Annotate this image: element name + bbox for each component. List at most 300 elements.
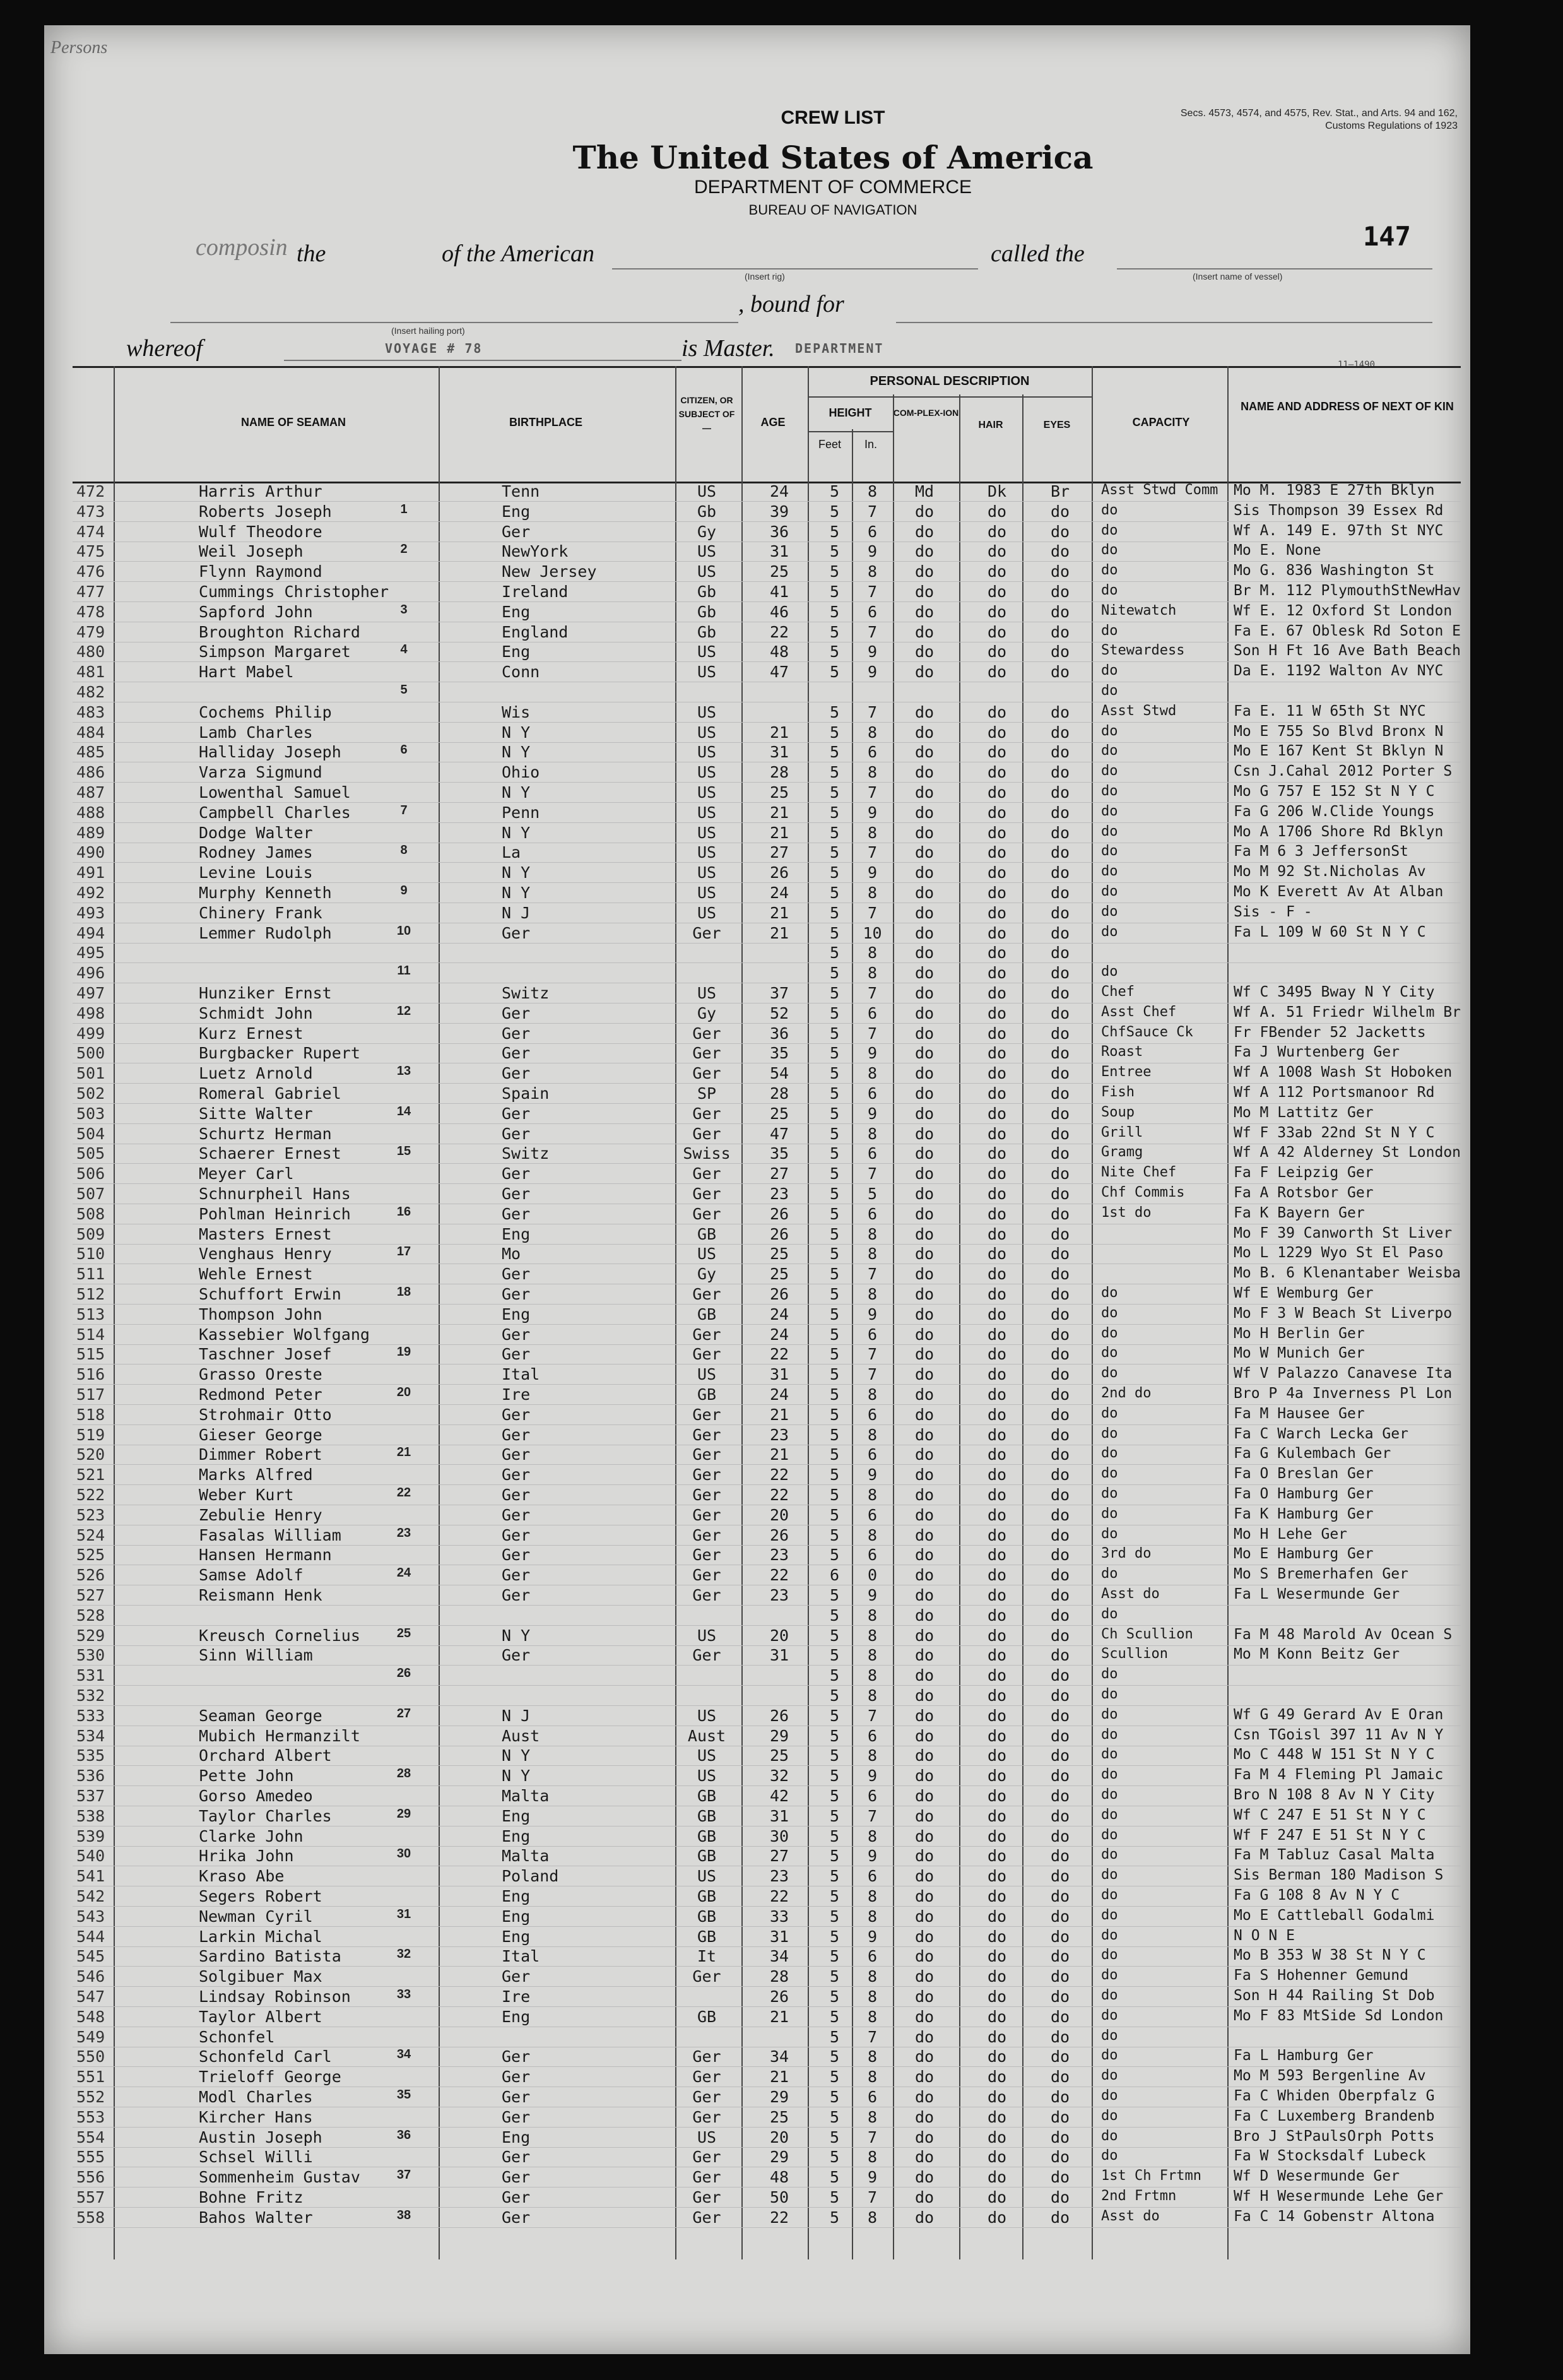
row-number: 472 [76,482,105,500]
table-row [73,742,1461,762]
line-number: 9 [400,884,408,897]
citizenship: Ger [692,1546,721,1565]
line-number: 4 [400,642,408,657]
complexion: do [914,964,935,983]
birthplace: N Y [502,1746,531,1765]
line1-the: the [297,240,326,267]
height-feet: 5 [829,2007,840,2026]
capacity: do [1101,863,1118,880]
row-number: 544 [76,1927,105,1946]
height-inches: 6 [867,1947,878,1966]
next-of-kin: Fa E. 11 W 65th St NYC [1234,702,1426,719]
header-complexion: COM-PLEX-ION [893,408,959,418]
line-number: 20 [396,1385,411,1399]
height-feet: 5 [829,1606,840,1625]
hair: do [987,1144,1007,1163]
height-feet: 5 [829,743,840,762]
table-row [73,1645,1461,1666]
height-inches: 9 [867,1305,878,1323]
seaman-name: Redmond Peter [199,1385,322,1404]
birthplace: N Y [502,884,531,902]
row-number: 546 [76,1967,105,1986]
row-number: 518 [76,1405,105,1424]
eyes: do [1050,1947,1070,1966]
sheet-number: 147 [1363,221,1411,252]
seaman-name: Lamb Charles [199,723,313,742]
rig-line [612,268,978,269]
next-of-kin: Fa E. 67 Oblesk Rd Soton E [1234,622,1461,639]
age: 39 [769,502,789,521]
complexion: do [914,1726,935,1745]
age: 25 [769,1104,789,1123]
complexion: do [914,1546,935,1565]
header-citizen: CITIZEN, OR SUBJECT OF— [678,395,735,433]
table-row [73,1264,1461,1284]
next-of-kin: Fa F Leipzig Ger [1234,1164,1374,1181]
citizenship: GB [697,1385,717,1404]
next-of-kin: Mo E Cattleball Godalmi [1234,1907,1435,1924]
hair: do [987,642,1007,661]
height-inches: 6 [867,1726,878,1745]
eyes: do [1050,1004,1070,1022]
height-inches: 6 [867,602,878,621]
height-feet: 5 [829,2088,840,2106]
row-number: 550 [76,2047,105,2066]
table-row [73,1685,1461,1706]
height-inches: 6 [867,743,878,762]
citizenship: Ger [692,1465,721,1484]
age: 24 [769,884,789,902]
seaman-name: Dodge Walter [199,823,313,842]
hair: do [987,2088,1007,2106]
table-row [73,1966,1461,1987]
capacity: ChfSauce Ck [1101,1024,1193,1040]
citizenship: US [697,1767,717,1785]
age: 23 [769,1586,789,1604]
next-of-kin: Wf A. 149 E. 97th St NYC [1234,522,1444,539]
height-inches: 6 [867,1445,878,1464]
hair: do [987,1586,1007,1604]
next-of-kin: Fa M Tabluz Casal Malta [1234,1847,1435,1864]
height-inches: 8 [867,1646,878,1665]
height-inches: 7 [867,622,878,641]
capacity: Asst do [1101,2208,1160,2224]
complexion: do [914,1826,935,1845]
height-feet: 5 [829,1064,840,1083]
birthplace: Ger [502,1104,531,1123]
row-number: 549 [76,2027,105,2046]
next-of-kin: Br M. 112 PlymouthStNewHav [1234,583,1461,599]
age: 20 [769,2128,789,2146]
capacity: do [1101,1505,1118,1522]
eyes: do [1050,1425,1070,1444]
next-of-kin: Bro J StPaulsOrph Potts [1234,2128,1435,2145]
table-row [73,762,1461,783]
line-number: 29 [396,1806,411,1821]
hair: do [987,1245,1007,1264]
next-of-kin: Wf D Wesermunde Ger [1234,2168,1400,2185]
next-of-kin: Fa L Wesermunde Ger [1234,1586,1400,1602]
eyes: do [1050,964,1070,983]
table-row [73,782,1461,803]
next-of-kin: Wf V Palazzo Canavese Ita [1234,1365,1453,1382]
hair: do [987,1787,1007,1805]
height-inches: 6 [867,1325,878,1344]
eyes: do [1050,923,1070,942]
capacity: do [1101,1525,1118,1542]
height-feet: 5 [829,2047,840,2066]
age: 25 [769,2107,789,2126]
citizenship: GB [697,1305,717,1323]
height-feet: 5 [829,562,840,581]
complexion: do [914,984,935,1002]
age: 42 [769,1787,789,1805]
height-feet: 5 [829,1265,840,1284]
complexion: do [914,2088,935,2106]
citizenship: Gb [697,622,717,641]
table-row [73,1946,1461,1967]
birthplace: Ger [502,1505,531,1524]
height-inches: 8 [867,2107,878,2126]
height-inches: 7 [867,1265,878,1284]
citizenship: Aust [687,1726,726,1745]
height-feet: 5 [829,2068,840,2087]
seaman-name: Austin Joseph [199,2128,322,2146]
complexion: do [914,1686,935,1705]
seaman-name: Modl Charles [199,2088,313,2106]
capacity: do [1101,1706,1118,1722]
table-row [73,2127,1461,2148]
eyes: do [1050,1405,1070,1424]
height-feet: 5 [829,763,840,782]
citizenship: Ger [692,1486,721,1504]
capacity: Fish [1101,1084,1135,1100]
row-number: 526 [76,1566,105,1585]
eyes: do [1050,1525,1070,1544]
birthplace: Ger [502,1486,531,1504]
row-number: 513 [76,1305,105,1323]
height-inches: 6 [867,1505,878,1524]
row-number: 529 [76,1626,105,1645]
height-inches: 6 [867,1204,878,1223]
document-title: CREW LIST [781,107,885,128]
height-feet: 5 [829,1224,840,1243]
hair: do [987,1706,1007,1725]
seaman-name: Burgbacker Rupert [199,1044,360,1063]
table-row [73,481,1461,502]
table-row [73,581,1461,602]
citizenship: US [697,702,717,721]
line-number: 33 [396,1987,411,2001]
height-inches: 7 [867,1164,878,1183]
height-inches: 8 [867,1224,878,1243]
age: 25 [769,783,789,802]
department-stamp: DEPARTMENT [795,341,884,356]
table-row [73,862,1461,883]
citizenship: US [697,1365,717,1384]
capacity: do [1101,884,1118,899]
capacity: do [1101,1987,1118,2003]
next-of-kin: Wf H Wesermunde Lehe Ger [1234,2188,1444,2205]
hair: do [987,1024,1007,1043]
complexion: do [914,2128,935,2146]
height-inches: 7 [867,1365,878,1384]
table-row [73,541,1461,562]
height-inches: 7 [867,984,878,1002]
row-number: 534 [76,1726,105,1745]
complexion: do [914,1285,935,1303]
height-feet: 5 [829,2148,840,2167]
line-number: 6 [400,743,408,757]
eyes: do [1050,884,1070,902]
seaman-name: Meyer Carl [199,1164,294,1183]
next-of-kin: Fa G 206 W.Clide Youngs [1234,803,1435,820]
seaman-name: Taschner Josef [199,1345,332,1364]
next-of-kin: N O N E [1234,1927,1295,1944]
next-of-kin: Sis - F - [1234,903,1312,920]
eyes: do [1050,1505,1070,1524]
row-number: 502 [76,1084,105,1103]
complexion: do [914,622,935,641]
age: 41 [769,583,789,601]
capacity: Stewardess [1101,642,1185,659]
next-of-kin: Fa W Stocksdalf Lubeck [1234,2148,1426,2165]
hair: do [987,2128,1007,2146]
age: 24 [769,1305,789,1323]
table-row [73,2107,1461,2128]
height-feet: 5 [829,1325,840,1344]
next-of-kin: Mo E 167 Kent St Bklyn N [1234,743,1444,760]
row-number: 541 [76,1867,105,1886]
height-inches: 8 [867,1064,878,1083]
hair: do [987,923,1007,942]
citizenship: Ger [692,1185,721,1203]
citizenship: Gy [697,1004,717,1022]
table-row [73,1123,1461,1144]
seaman-name: Simpson Margaret [199,642,351,661]
complexion: do [914,2208,935,2227]
citizenship: Ger [692,1505,721,1524]
complexion: do [914,1265,935,1284]
birthplace: N Y [502,823,531,842]
seaman-name: Dimmer Robert [199,1445,322,1464]
height-inches: 8 [867,1525,878,1544]
birthplace: Ger [502,2068,531,2087]
citizenship: US [697,1706,717,1725]
birthplace: N Y [502,1767,531,1785]
height-inches: 8 [867,1285,878,1303]
complexion: do [914,1365,935,1384]
citizenship: Ger [692,2148,721,2167]
complexion: do [914,1646,935,1665]
row-number: 555 [76,2148,105,2167]
citizenship: US [697,863,717,882]
line2-bound-for: , bound for [738,291,844,317]
capacity: do [1101,783,1118,799]
age: 22 [769,1887,789,1905]
hair: do [987,1847,1007,1866]
birthplace: Ger [502,1425,531,1444]
header-next-of-kin: NAME AND ADDRESS OF NEXT OF KIN [1241,400,1454,413]
complexion: Md [914,482,935,500]
eyes: do [1050,1726,1070,1745]
table-row [73,1525,1461,1546]
seaman-name: Lindsay Robinson [199,1987,351,2006]
eyes: do [1050,583,1070,601]
age: 46 [769,602,789,621]
eyes: do [1050,1927,1070,1946]
eyes: do [1050,2188,1070,2206]
table-row [73,1665,1461,1686]
height-inches: 8 [867,1987,878,2006]
birthplace: Ger [502,1185,531,1203]
birthplace: Ger [502,1465,531,1484]
age: 22 [769,1465,789,1484]
header-name: NAME OF SEAMAN [241,416,346,429]
hair: do [987,1726,1007,1745]
complexion: do [914,944,935,962]
capacity: do [1101,2068,1118,2084]
next-of-kin: Mo F 83 MtSide Sd London [1234,2007,1444,2024]
next-of-kin: Fa J Wurtenberg Ger [1234,1044,1400,1061]
table-row [73,1304,1461,1325]
eyes: do [1050,1826,1070,1845]
row-number: 506 [76,1164,105,1183]
citizenship: Gb [697,583,717,601]
birthplace: Ger [502,2107,531,2126]
height-feet: 5 [829,1185,840,1203]
handwritten-scratch: Persons [50,38,108,57]
birthplace: Eng [502,502,531,521]
age: 21 [769,723,789,742]
complexion: do [914,783,935,802]
row-number: 514 [76,1325,105,1344]
age: 23 [769,1867,789,1886]
eyes: do [1050,1546,1070,1565]
capacity: do [1101,2088,1118,2104]
eyes: do [1050,803,1070,822]
row-number: 524 [76,1525,105,1544]
seaman-name: Romeral Gabriel [199,1084,341,1103]
seaman-name: Hunziker Ernst [199,984,332,1002]
seaman-name: Masters Ernest [199,1224,332,1243]
hair: do [987,1525,1007,1544]
seaman-name: Sardino Batista [199,1947,341,1966]
eyes: do [1050,2128,1070,2146]
eyes: do [1050,863,1070,882]
capacity: do [1101,1405,1118,1421]
hair: do [987,1826,1007,1845]
birthplace: Eng [502,1927,531,1946]
next-of-kin: Fa C Whiden Oberpfalz G [1234,2088,1435,2104]
next-of-kin: Fa M 6 3 JeffersonSt [1234,843,1408,860]
seaman-name: Campbell Charles [199,803,351,822]
next-of-kin: Fa G Kulembach Ger [1234,1445,1391,1462]
row-number: 503 [76,1104,105,1123]
eyes: do [1050,1144,1070,1163]
hair: do [987,1767,1007,1785]
complexion: do [914,1566,935,1585]
height-feet: 5 [829,1465,840,1484]
capacity: do [1101,1465,1118,1482]
row-number: 479 [76,622,105,641]
age: 26 [769,1706,789,1725]
age: 20 [769,1505,789,1524]
row-number: 538 [76,1806,105,1825]
table-row [73,2167,1461,2188]
capacity: do [1101,1967,1118,1984]
seaman-name: Pohlman Heinrich [199,1204,351,1223]
row-number: 519 [76,1425,105,1444]
row-number: 474 [76,522,105,541]
eyes: do [1050,2168,1070,2187]
age: 26 [769,1987,789,2006]
capacity: do [1101,823,1118,839]
department-name: DEPARTMENT OF COMMERCE [693,177,972,198]
height-feet: 5 [829,1285,840,1303]
table-row [73,1765,1461,1786]
birthplace: Mo [502,1245,521,1264]
capacity: do [1101,964,1118,980]
capacity: do [1101,2047,1118,2064]
eyes: do [1050,984,1070,1002]
row-number: 525 [76,1546,105,1565]
height-feet: 5 [829,944,840,962]
next-of-kin: Mo B. 6 Klenantaber Weisba [1234,1265,1461,1282]
complexion: do [914,1044,935,1063]
line-number: 26 [396,1666,411,1681]
eyes: do [1050,522,1070,541]
capacity: do [1101,803,1118,819]
row-number: 486 [76,763,105,782]
height-feet: 5 [829,1425,840,1444]
capacity: Asst Stwd [1101,702,1177,719]
capacity: do [1101,663,1118,679]
next-of-kin: Mo F 39 Canworth St Liver [1234,1224,1453,1241]
citizenship: Gy [697,522,717,541]
seaman-name: Sitte Walter [199,1104,313,1123]
birthplace: Ger [502,2148,531,2167]
complexion: do [914,1164,935,1183]
seaman-name: Rodney James [199,843,313,862]
capacity: Nitewatch [1101,602,1177,619]
height-inches: 8 [867,2208,878,2227]
height-feet: 5 [829,1445,840,1464]
seaman-name: Murphy Kenneth [199,884,332,902]
next-of-kin: Mo L 1229 Wyo St El Paso [1234,1245,1444,1262]
citizenship: US [697,1746,717,1765]
row-number: 540 [76,1847,105,1866]
eyes: do [1050,1445,1070,1464]
birthplace: Malta [502,1847,550,1866]
complexion: do [914,1024,935,1043]
birthplace: N Y [502,743,531,762]
hair: do [987,763,1007,782]
citizenship: US [697,482,717,500]
hair: do [987,2068,1007,2087]
complexion: do [914,1245,935,1264]
line-number: 38 [396,2208,411,2222]
complexion: do [914,542,935,561]
seaman-name: Broughton Richard [199,622,360,641]
height-feet: 5 [829,1525,840,1544]
birthplace: Ger [502,1646,531,1665]
birthplace: NewYork [502,542,569,561]
height-inches: 8 [867,1385,878,1404]
master-line [284,360,681,361]
capacity: do [1101,583,1118,598]
table-row [73,682,1461,702]
